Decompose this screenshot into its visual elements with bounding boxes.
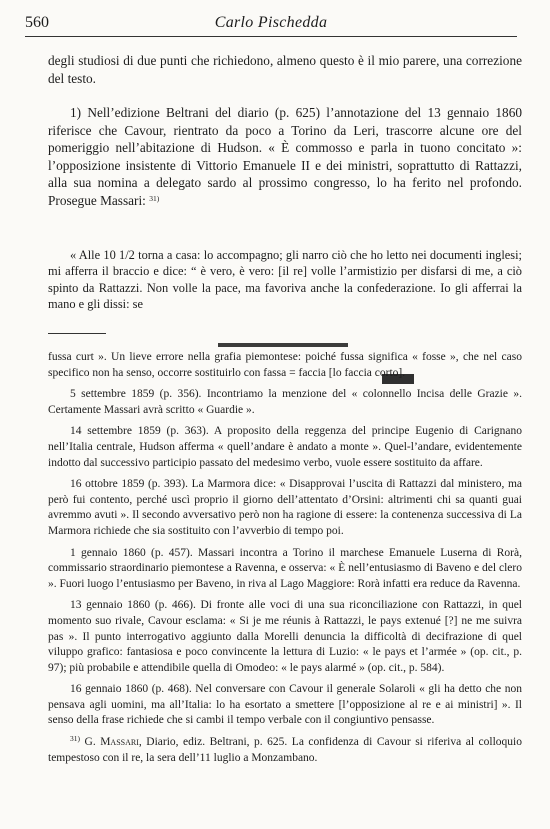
note-14-settembre xyxy=(48,424,522,471)
note-text: 16 ottobre 1859 (p. 393). La Marmora dice: « Disapprovai l’uscita di Rattazzi dal ministero, ma xyxy=(70,478,522,491)
note-16-ottobre xyxy=(48,477,522,539)
note-text: 1 gennaio 1860 (p. 457). Massari incontra a Torino il marchese Emanuele Luserna di Rorà, commissario straordinario piemontese a Ravenna, e osserva: « È nell’entusiasmo di xyxy=(48,546,522,575)
note-text: , xyxy=(138,736,147,749)
note-text: [?] ne me suivra pas ». Il punto interrogativo aggiunto dalla Morelli denuncia la difficoltà di decifrazione di quel viluppo grafico: fantasiosa e poco convincente la lettura di Luzio: « le pays xyxy=(48,614,522,659)
note-italic-word: fussa xyxy=(340,351,364,363)
note-text: 14 settembre 1859 (p. 363). A proposito della reggenza del principe Eugenio di Carignano nell’Italia centrale, Hudson afferma « quell’ xyxy=(48,425,522,453)
note-italic-word: andare xyxy=(417,440,449,453)
note-continued xyxy=(48,350,522,381)
note-text: . xyxy=(517,577,521,590)
note-italic-word: Baveno xyxy=(195,577,231,590)
note-text: . xyxy=(340,524,344,537)
note-italic-word: op. cit. xyxy=(474,646,507,659)
note-italic-word: poi xyxy=(326,524,341,537)
note-text: , ediz. Beltrani, p. 625. La confidenza di Cavour si riferiva al colloquio tempestoso con il re, la sera dell’11 luglio a Monzambano. xyxy=(48,736,522,764)
note-italic-word: andare xyxy=(253,440,285,453)
note-text: = faccia [lo faccia corto]. xyxy=(286,366,406,379)
note-italic-word: pensasse xyxy=(391,714,432,727)
note-italic-word: et l’armée xyxy=(409,646,457,659)
notes-section xyxy=(48,350,522,766)
note-text: non ha ragione di essere: la contenenza successiva di La Marmora richiede che sia sostituito con l’avverbio di tempo xyxy=(48,509,523,537)
note-italic-word: Baveno xyxy=(435,562,472,575)
note-italic-word: extenué xyxy=(405,614,441,627)
note-text: ». Certamente Massari avrà scritto « xyxy=(48,388,523,416)
note-italic-word: Grazie xyxy=(477,388,508,401)
note-italic-word: Guardie xyxy=(206,403,244,416)
note-text: ». xyxy=(243,403,255,416)
note-italic-word: alarmé xyxy=(324,661,357,674)
note-text: , xyxy=(230,577,237,590)
note-italic-word: fassa xyxy=(263,366,287,379)
note-text: 13 gennaio 1860 (p. 466). Di fronte alle voci di una sua riconciliazione con Rattazzi, in quel momento suo rivale, Cavour esclama: « Si je me réunis à Rattazzi, le pays xyxy=(48,599,522,627)
paragraph-point-1-text: 1) Nell’edizione Beltrani del diario (p. 625) l’annotazione del 13 gennaio 1860 riferisce che Cavour, rientrato da poco a Torino da Leri, trascorre alcune ore del pomeriggio nell’abitazione di Hudson. « È commosso e parla in tuono concitato »: l’opposizione insistente di Vittorio Emanuele II e dei ministri, soprattutto di Rattazzi, alla sua nomina a delegato sardo al prossimo congresso, lo ha ferito nel profondo. Prosegue Massari: xyxy=(48,105,522,208)
note-text: agli uomini, ma all’Italia: lo ha esortato a smettere [l’opposizione al re e ai ministri] ». Il senso della frase richiede che si cambi il tempo verbale con il congiuntivo xyxy=(48,698,522,727)
note-text: è andato a monte ». Quel-l’ xyxy=(284,440,418,453)
note-text: significa « fosse », che nel caso specifico non ha senso, occorre sostituirlo con xyxy=(48,351,522,379)
note-13-gennaio xyxy=(48,598,522,676)
note-text: fui contento, perché uscì proprio il giorno dell’attentato d’Orsini: altrimenti chi sa quanti guai avremmo avuti ». Il secondo avversativo xyxy=(48,493,522,522)
note-italic-word: in riva al xyxy=(236,577,278,590)
footnote-marker: 31) xyxy=(70,734,80,744)
note-italic-word: affare xyxy=(453,456,480,469)
note-italic-word: però xyxy=(48,493,69,506)
note-text: 5 settembre 1859 (p. 356). Incontriamo la menzione del « colonnello Incisa delle xyxy=(70,388,478,401)
note-italic-word: pensava xyxy=(48,698,86,711)
note-1-gennaio xyxy=(48,546,522,593)
note-5-settembre xyxy=(48,387,522,418)
paragraph-continuation: degli studiosi di due punti che richiedono, almeno questo è il mio parere, una correzione del testo. xyxy=(48,53,522,86)
note-16-gennaio xyxy=(48,682,522,729)
note-italic-word: Ravenna xyxy=(477,577,518,590)
footnote-separator xyxy=(48,333,106,334)
note-text: G. xyxy=(80,736,101,749)
author-name: Massari xyxy=(100,736,139,749)
note-italic-word: Diario xyxy=(146,736,176,749)
note-text: e del clero ». Fuori luogo l’entusiasmo per xyxy=(48,562,522,590)
note-text: , p. 97); più probabile e attendibile quella di Omodeo: « le pays xyxy=(48,646,522,674)
note-italic-word: fussa xyxy=(48,351,72,363)
note-text: 16 gennaio 1860 (p. 468). Nel conversare con Cavour il generale Solaroli « gli ha detto che non xyxy=(70,683,522,696)
scan-smudge xyxy=(218,343,348,347)
note-text: . xyxy=(431,714,435,727)
note-text: , p. 584). xyxy=(403,661,445,674)
running-title: Carlo Pischedda xyxy=(214,14,328,31)
note-text: » ( xyxy=(356,661,372,674)
paragraph-point-1 xyxy=(48,104,522,209)
footnote-31 xyxy=(48,735,522,766)
note-text: , evidentemente indotto dal successivo participio passato del medesimo verbo, vuole essere sostituito da xyxy=(48,440,522,469)
page-number: 560 xyxy=(25,14,49,31)
note-text: » ( xyxy=(456,646,475,659)
note-text: . xyxy=(479,456,483,469)
block-quotation: « Alle 10 1/2 torna a casa: lo accompagno; gli narro ciò che ho letto nei documenti inglesi; mi afferra il braccio e dice: “ è vero, è vero: [il re] volle l’armistizio per disfarsi di me, a ciò spinto da Rattazzi. Non volle la pace, ma favoriva anche la confederazione. Io gli afferrai la mano e gli dissi: se xyxy=(48,248,522,311)
note-text: Lago Maggiore: Rorà infatti era reduce da xyxy=(277,577,478,590)
note-text: curt ». Un lieve errore nella grafia piemontese: poiché xyxy=(71,351,341,363)
footnote-reference: 31) xyxy=(149,193,160,203)
note-italic-word: op. cit. xyxy=(371,661,404,674)
note-italic-word: però xyxy=(238,509,260,522)
running-header xyxy=(25,14,517,37)
